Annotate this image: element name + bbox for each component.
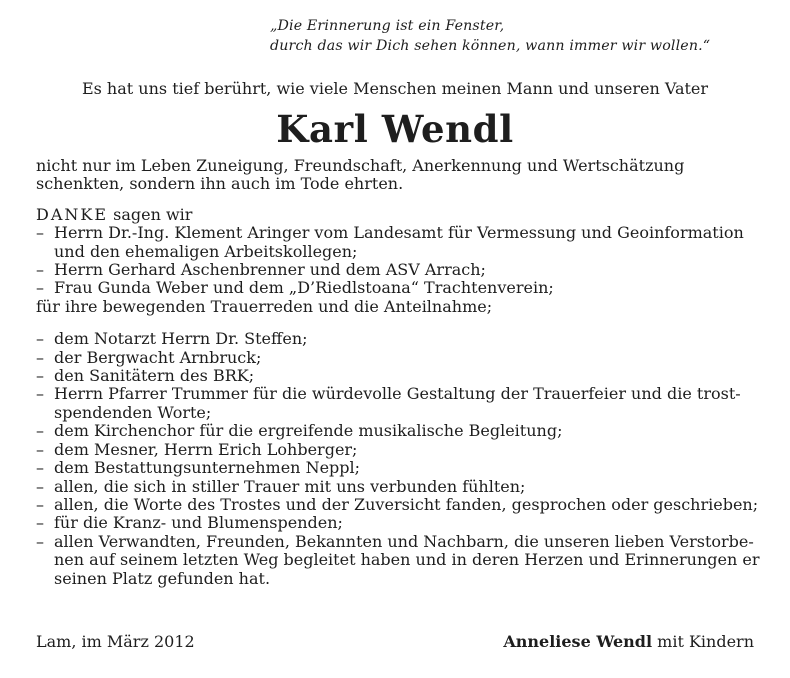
list-item-line-1: dem Bestattungsunternehmen Neppl; [54,458,361,478]
dash: – [36,476,44,496]
dash: – [36,458,44,478]
list-item-line-1: allen, die Worte des Trostes und der Zuversicht fanden, gesprochen oder geschrieben; [54,494,759,514]
dash: – [36,384,44,404]
list-item-line-2: spendenden Worte; [54,402,212,422]
list-item [36,459,754,477]
paragraph-line-1: nicht nur im Leben Zuneigung, Freundschaft, Anerkennung und Wertschätzung [36,156,685,175]
dash: – [36,223,44,243]
list-item-line-1: den Sanitätern des BRK; [54,366,255,386]
dash: – [36,329,44,349]
quote-line-1: „Die Erinnerung ist ein Fenster, [270,18,505,34]
list-item [36,441,754,459]
list-item [36,279,754,297]
list-item [36,385,754,422]
list-item-line-2: nen auf seinem letzten Weg begleitet haben und in deren Herzen und Erinnerungen er [54,550,760,570]
list-item-line-3: seinen Platz gefunden hat. [54,568,271,588]
dash: – [36,260,44,280]
list-item-line-2: und den ehemaligen Arbeitskollegen; [54,241,358,261]
list-item-line-1: für die Kranz- und Blumenspenden; [54,513,343,533]
list-item [36,224,754,261]
list-item-line-1: dem Kirchenchor für die ergreifende musikalische Begleitung; [54,421,563,441]
list-item [36,367,754,385]
list-item-line-1: dem Mesner, Herrn Erich Lohberger; [54,439,358,459]
list-item [36,531,760,588]
closing-line: für ihre bewegenden Trauerreden und die Anteilnahme; [36,296,493,316]
intro-text: Es hat uns tief berührt, wie viele Menschen meinen Mann und unseren Vater [81,79,709,98]
list-item [36,422,754,440]
deceased-name: Karl Wendl [276,107,514,151]
dash: – [36,439,44,459]
list-item-line-1: allen, die sich in stiller Trauer mit uns verbunden fühlten; [54,476,526,496]
list-item [36,514,754,532]
dash: – [36,347,44,367]
list-item-line-1: Herrn Pfarrer Trummer für die würdevolle Gestaltung der Trauerfeier und die trost- [54,384,741,404]
list-item-line-1: Herrn Gerhard Aschenbrenner und dem ASV Arrach; [54,260,486,280]
dash: – [36,531,44,551]
list-item-line-1: der Bergwacht Arnbruck; [54,347,262,367]
danke-line [36,206,754,224]
thanks-list-2 [36,329,760,588]
dash: – [36,278,44,298]
paragraph-line-2: schenkten, sondern ihn auch im Tode ehrten. [36,174,404,194]
list-item-line-1: Herrn Dr.-Ing. Klement Aringer vom Landesamt für Vermessung und Geoinformation [54,223,744,243]
signature [503,632,754,652]
list-item-line-1: allen Verwandten, Freunden, Bekannten und Nachbarn, die unseren lieben Verstorbe- [54,531,754,551]
quote [270,16,710,56]
list-item [36,478,754,496]
signer-name: Anneliese Wendl [503,632,653,651]
body-text [36,156,760,588]
dash: – [36,513,44,533]
dash: – [36,366,44,386]
list-item-line-1: Frau Gunda Weber und dem „D’Riedlstoana“ Trachtenverein; [54,278,554,298]
danke-rest: sagen wir [108,204,193,224]
place-date: Lam, im März 2012 [36,632,195,651]
dash: – [36,494,44,514]
signer-rest: mit Kindern [652,632,754,651]
list-item [36,261,754,279]
list-item [36,330,754,348]
quote-line-2: durch das wir Dich sehen können, wann immer wir wollen.“ [270,38,711,54]
dash: – [36,421,44,441]
list-item-line-1: dem Notarzt Herrn Dr. Steffen; [54,329,308,349]
thanks-list-1 [36,224,754,298]
footer [36,632,754,652]
list-item [36,494,759,514]
list-item [36,349,754,367]
danke-word: DANKE [36,204,109,224]
